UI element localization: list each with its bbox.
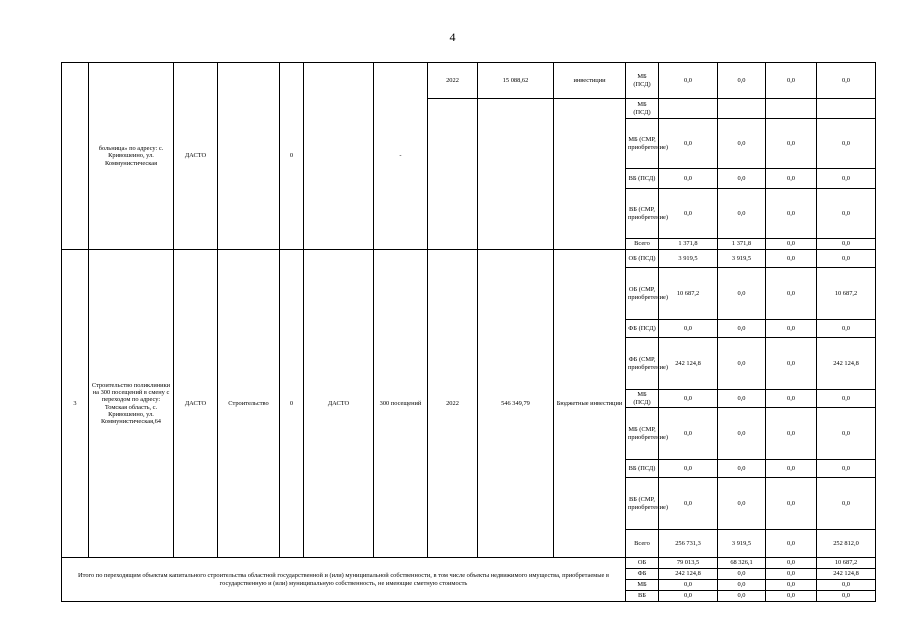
row2-fin-value: 1 371,8 [718,239,766,250]
row3-fin-value: 0,0 [766,268,817,320]
row3-customer: ДАСТО [174,250,218,558]
row3-capacity: 300 посещений [374,250,428,558]
row3-fin-value: 0,0 [817,390,876,408]
row3-fin-source: ВБ (ПСД) [626,460,659,478]
row3-fin-value: 0,0 [817,478,876,530]
row3-fin-value: 0,0 [718,320,766,338]
row2-fin-value: 0,0 [718,169,766,189]
row3-number: 3 [62,250,89,558]
total-fin-source: МБ [626,580,659,591]
row3-object-name: Строительство поликлиники на 300 посещений в смену с переходом по адресу: Томская область, с. Кривошеино, ул. Коммунистическая,64 [89,250,174,558]
row3-fin-source: ОБ (СМР, приобретение) [626,268,659,320]
row2-fin-source: ВБ (СМР, приобретение) [626,189,659,239]
row3-fin-value: 242 124,8 [817,338,876,390]
row3-fin-value: 0,0 [659,320,718,338]
total-fin-value: 10 687,2 [817,558,876,569]
row2-fin-value: 0,0 [659,63,718,99]
row2-col7: - [374,63,428,250]
total-fin-source: ВБ [626,591,659,602]
row3-fin-value: 3 919,5 [718,250,766,268]
row2-fin-value: 0,0 [766,169,817,189]
total-fin-source: ОБ [626,558,659,569]
row3-fin-value: 0,0 [718,390,766,408]
row3-developer: ДАСТО [304,250,374,558]
row2-fin-value: 0,0 [766,239,817,250]
total-fin-value: 242 124,8 [659,569,718,580]
row3-fin-source: ОБ (ПСД) [626,250,659,268]
row2-fin-value: 0,0 [817,189,876,239]
row3-fin-value: 0,0 [659,390,718,408]
row2-number [62,63,89,250]
row2-fin-value: 0,0 [766,63,817,99]
row3-year: 2022 [428,250,478,558]
row2-fin-value [766,99,817,119]
row3-fin-value: 0,0 [718,460,766,478]
row3-fin-value: 0,0 [718,338,766,390]
total-fin-value: 242 124,8 [817,569,876,580]
row2-type [218,63,280,250]
row2-fin-value: 0,0 [817,169,876,189]
row3-fin-value: 0,0 [766,408,817,460]
row2-fin-value [817,99,876,119]
total-fin-value: 0,0 [766,558,817,569]
row2-fin-value: 0,0 [718,63,766,99]
row2-fin-value: 0,0 [659,169,718,189]
row3-fin-value: 0,0 [817,408,876,460]
row2-fin-value: 0,0 [718,119,766,169]
row3-fin-value: 252 812,0 [817,530,876,558]
total-fin-value: 0,0 [766,591,817,602]
row2-fin-source: МБ (ПСД) [626,63,659,99]
row3-fin-value: 0,0 [718,478,766,530]
total-fin-value: 0,0 [817,591,876,602]
row3-cost: 546 349,79 [478,250,554,558]
row3-fin-value: 0,0 [766,530,817,558]
total-fin-value: 0,0 [718,569,766,580]
row2-kind: инвестиции [554,63,626,99]
row2-fin-source: Всего [626,239,659,250]
total-label: Итого по переходящим объектам капитального строительства областной государственной и (или) муниципальной собственности, в том числе объекты недвижимого имущества, приобретаемые в государственную и (или) муниципальную собственность, не имеющие сметную стоимость [62,558,626,602]
row3-type: Строительство [218,250,280,558]
row3-fin-value: 0,0 [659,408,718,460]
total-fin-value: 0,0 [659,591,718,602]
total-fin-value: 0,0 [766,580,817,591]
row3-fin-source: ФБ (СМР, приобретение) [626,338,659,390]
total-fin-source: ФБ [626,569,659,580]
row2-year: 2022 [428,63,478,99]
total-fin-value: 79 013,5 [659,558,718,569]
row3-fin-value: 0,0 [766,460,817,478]
row3-fin-value: 10 687,2 [659,268,718,320]
total-fin-value: 0,0 [718,591,766,602]
row3-fin-value: 0,0 [817,320,876,338]
row3-col5: 0 [280,250,304,558]
row3-fin-value: 0,0 [817,460,876,478]
row3-fin-value: 10 687,2 [817,268,876,320]
row2-year-cont [428,99,478,250]
row3-fin-value: 0,0 [766,250,817,268]
row3-fin-value: 0,0 [718,268,766,320]
row3-fin-source: ВБ (СМР, приобретение) [626,478,659,530]
row3-fin-value: 0,0 [766,320,817,338]
row3-fin-value: 0,0 [766,390,817,408]
row2-customer: ДАСТО [174,63,218,250]
row2-fin-value: 0,0 [659,119,718,169]
total-fin-value: 0,0 [817,580,876,591]
row2-fin-value: 0,0 [817,239,876,250]
row2-fin-value: 0,0 [766,119,817,169]
row3-fin-value: 0,0 [659,478,718,530]
row3-fin-source: ФБ (ПСД) [626,320,659,338]
row3-fin-source: Всего [626,530,659,558]
row3-fin-value: 0,0 [718,408,766,460]
row2-fin-value: 0,0 [659,189,718,239]
row2-cost: 15 088,62 [478,63,554,99]
row3-fin-value: 242 124,8 [659,338,718,390]
row3-fin-value: 3 919,5 [659,250,718,268]
row3-kind: Бюджетные инвестиции [554,250,626,558]
row3-fin-value: 256 731,3 [659,530,718,558]
row2-fin-value: 0,0 [766,189,817,239]
row2-fin-source: МБ (ПСД) [626,99,659,119]
row2-fin-value: 1 371,8 [659,239,718,250]
table-row [62,558,876,569]
row3-fin-value: 3 919,5 [718,530,766,558]
row2-developer [304,63,374,250]
row2-fin-value [659,99,718,119]
row2-kind-cont [554,99,626,250]
row2-cost-cont [478,99,554,250]
page-number: 4 [449,30,456,44]
row3-fin-source: МБ (СМР, приобретение) [626,408,659,460]
row2-fin-source: МБ (СМР, приобретение) [626,119,659,169]
row2-fin-value: 0,0 [817,119,876,169]
total-fin-value: 68 326,1 [718,558,766,569]
row2-fin-value: 0,0 [718,189,766,239]
capital-construction-table [61,62,876,602]
row2-col5: 0 [280,63,304,250]
table-row [62,63,876,99]
total-fin-value: 0,0 [766,569,817,580]
row3-fin-value: 0,0 [817,250,876,268]
row2-fin-value [718,99,766,119]
row3-fin-value: 0,0 [766,478,817,530]
total-fin-value: 0,0 [718,580,766,591]
row3-fin-value: 0,0 [766,338,817,390]
row2-fin-value: 0,0 [817,63,876,99]
row2-object-name: больница» по адресу: с. Кривошеино, ул. Коммунистическая [89,63,174,250]
row3-fin-source: МБ (ПСД) [626,390,659,408]
table-row [62,250,876,268]
row3-fin-value: 0,0 [659,460,718,478]
total-fin-value: 0,0 [659,580,718,591]
row2-fin-source: ВБ (ПСД) [626,169,659,189]
